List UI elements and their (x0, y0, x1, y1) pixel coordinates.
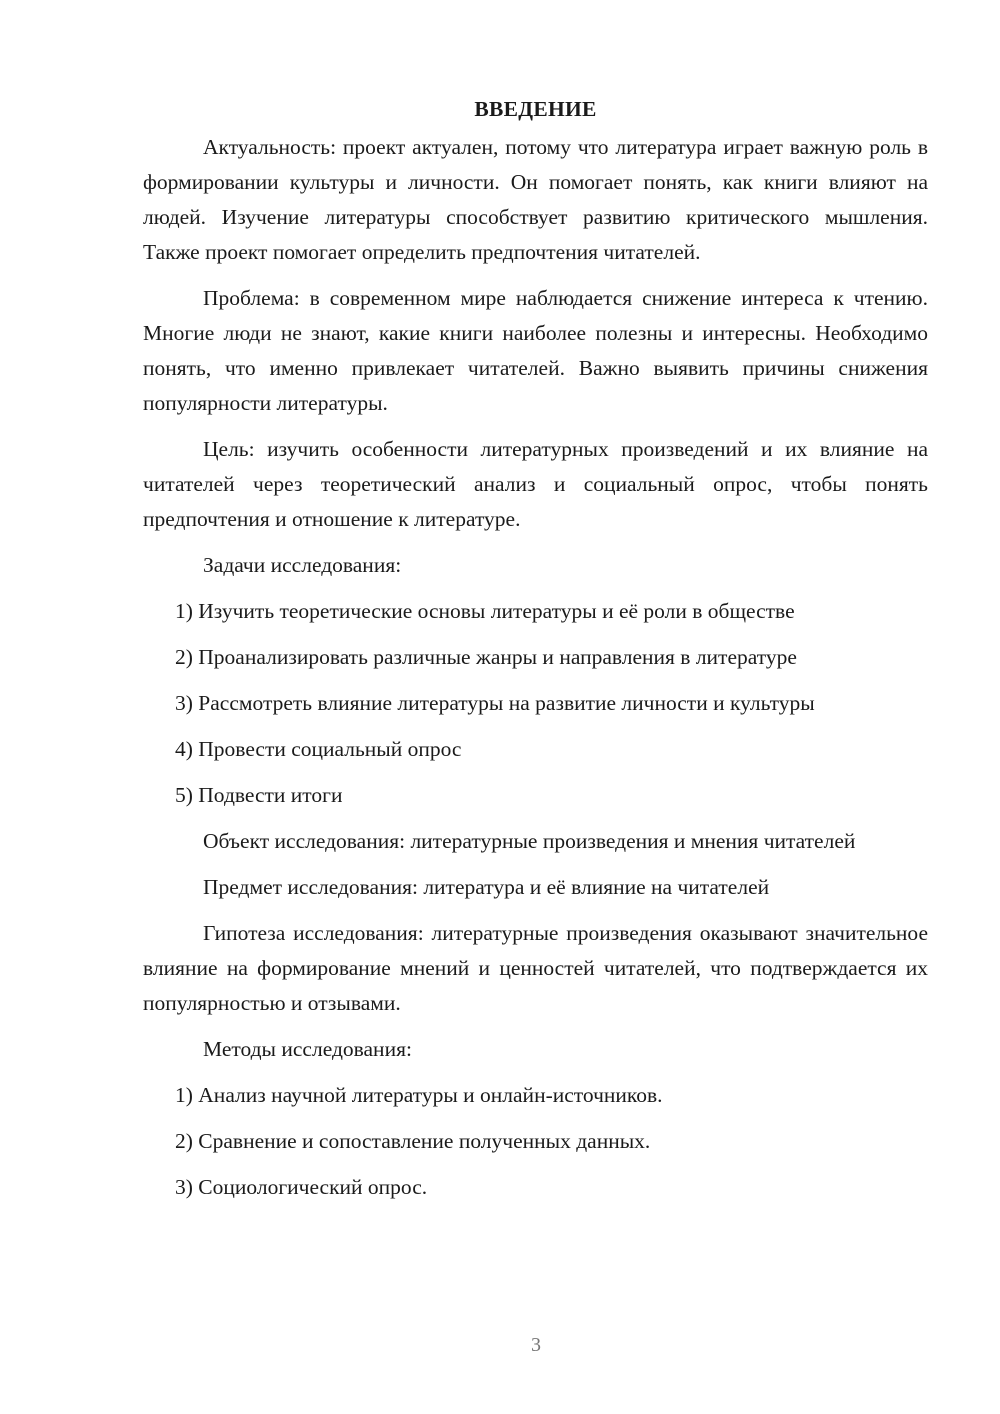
hypothesis-paragraph: Гипотеза исследования: литературные произведения оказывают значительное влияние на формирование мнений и ценностей читателей, что подтверждается их популярностью и отзывами. (143, 921, 928, 1015)
task-item: 1) Изучить теоретические основы литературы и её роли в обществе (175, 599, 795, 623)
page-title: ВВЕДЕНИЕ (474, 97, 597, 121)
method-item: 3) Социологический опрос. (175, 1175, 428, 1199)
method-item: 1) Анализ научной литературы и онлайн-источников. (175, 1083, 663, 1107)
task-item: 4) Провести социальный опрос (175, 737, 462, 761)
methods-heading: Методы исследования: (203, 1037, 412, 1061)
problem-paragraph: Проблема: в современном мире наблюдается снижение интереса к чтению. Многие люди не знают, какие книги наиболее полезны и интересны. Необходимо понять, что именно привлекает читателей. Важно выявить причины снижения популярности литературы. (143, 286, 928, 415)
relevance-paragraph: Актуальность: проект актуален, потому что литература играет важную роль в формировании культуры и личности. Он помогает понять, как книги влияют на людей. Изучение литературы способствует развитию критического мышления. Также проект помогает определить предпочтения читателей. (143, 135, 928, 264)
page-number: 3 (531, 1334, 541, 1356)
task-item: 3) Рассмотреть влияние литературы на развитие личности и культуры (175, 691, 815, 715)
method-item: 2) Сравнение и сопоставление полученных данных. (175, 1129, 651, 1153)
task-item: 5) Подвести итоги (175, 783, 343, 807)
document-page (143, 92, 928, 1216)
task-item: 2) Проанализировать различные жанры и направления в литературе (175, 645, 797, 669)
goal-paragraph: Цель: изучить особенности литературных произведений и их влияние на читателей через теоретический анализ и социальный опрос, чтобы понять предпочтения и отношение к литературе. (143, 437, 928, 531)
tasks-heading: Задачи исследования: (203, 553, 402, 577)
methods-list (143, 1078, 928, 1205)
object-paragraph: Объект исследования: литературные произведения и мнения читателей (203, 829, 856, 853)
subject-paragraph: Предмет исследования: литература и её влияние на читателей (203, 875, 770, 899)
tasks-list (143, 594, 928, 813)
